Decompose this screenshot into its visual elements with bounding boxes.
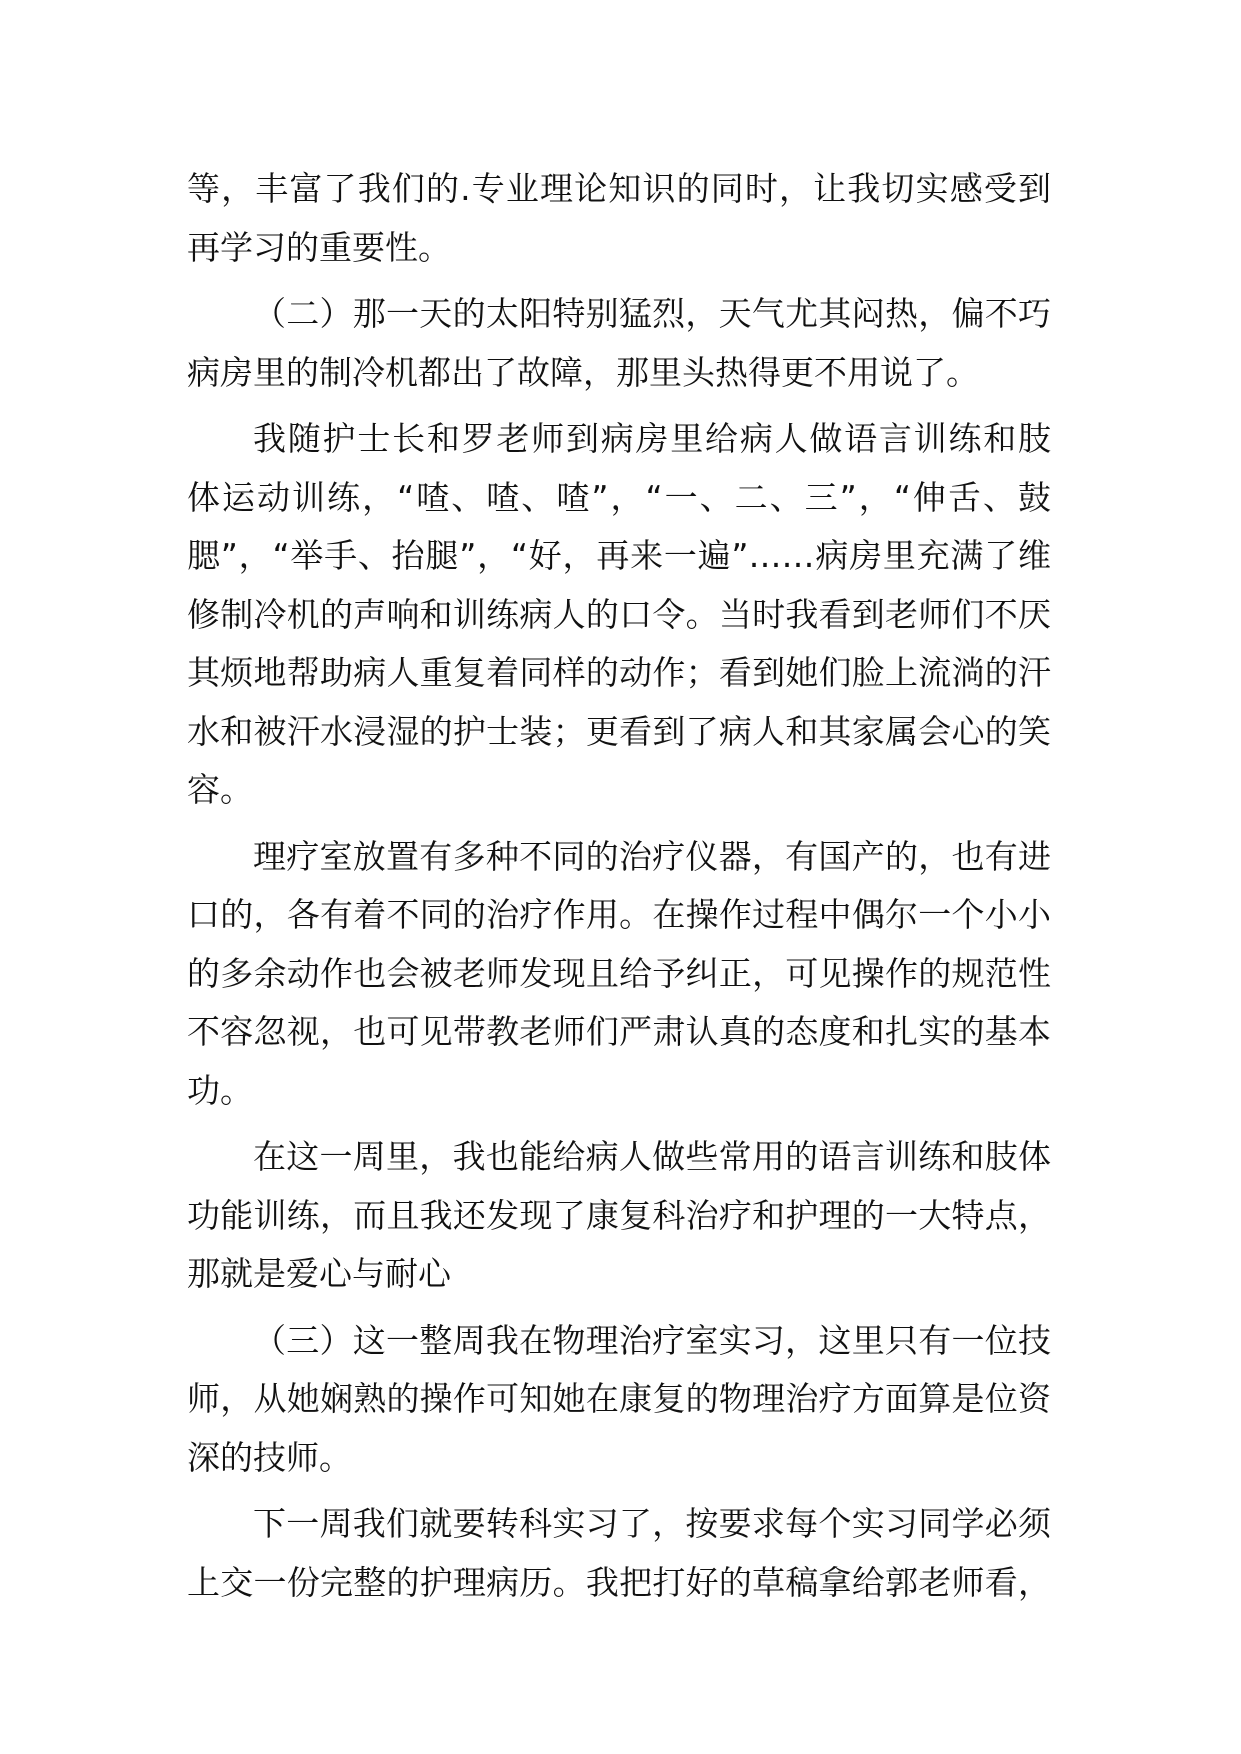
- text-line: 我随护士长和罗老师到病房里给病人做语言训练和肢: [253, 419, 1051, 458]
- text-line: 容。: [187, 770, 253, 809]
- text-line: （三）这一整周我在物理治疗室实习，这里只有一位技: [253, 1320, 1051, 1360]
- text-line: 体运动训练，“喳、喳、喳”，“一、二、三”，“伸舌、鼓: [187, 477, 1051, 517]
- text-line: 腮”，“举手、抬腿”，“好，再来一遍”……病房里充满了维: [187, 536, 1051, 575]
- text-line: 上交一份完整的护理病历。我把打好的草稿拿给郭老师看，: [187, 1562, 1051, 1602]
- text-line: 口的，各有着不同的治疗作用。在操作过程中偶尔一个小小: [187, 895, 1051, 934]
- paragraph: [187, 160, 1051, 277]
- text-line: 水和被汗水浸湿的护士装；更看到了病人和其家属会心的笑: [187, 711, 1051, 751]
- paragraph: [187, 828, 1051, 1121]
- paragraph: [187, 1128, 1051, 1304]
- text-line: 深的技师。: [187, 1437, 352, 1477]
- text-line: 功能训练，而且我还发现了康复科治疗和护理的一大特点，: [187, 1195, 1051, 1235]
- text-line: 功。: [187, 1070, 253, 1110]
- text-line: 那就是爱心与耐心: [187, 1254, 451, 1293]
- text-line: （二）那一天的太阳特别猛烈，天气尤其闷热，偏不巧: [253, 294, 1051, 333]
- text-line: 在这一周里，我也能给病人做些常用的语言训练和肢体: [253, 1137, 1051, 1176]
- text-line: 修制冷机的声响和训练病人的口令。当时我看到老师们不厌: [187, 594, 1051, 634]
- text-line: 等，丰富了我们的.专业理论知识的同时，让我切实感受到: [187, 169, 1051, 208]
- text-line: 不容忽视，也可见带教老师们严肃认真的态度和扎实的基本: [187, 1012, 1051, 1051]
- text-line: 理疗室放置有多种不同的治疗仪器，有国产的，也有进: [253, 836, 1051, 876]
- text-line: 其烦地帮助病人重复着同样的动作；看到她们脸上流淌的汗: [187, 653, 1051, 692]
- text-line: 病房里的制冷机都出了故障，那里头热得更不用说了。: [187, 352, 979, 392]
- text-line: 再学习的重要性。: [187, 227, 451, 267]
- paragraph: [187, 1312, 1051, 1488]
- text-line: 下一周我们就要转科实习了，按要求每个实习同学必须: [253, 1504, 1051, 1543]
- paragraph: [187, 1495, 1051, 1612]
- text-line: 师，从她娴熟的操作可知她在康复的物理治疗方面算是位资: [187, 1379, 1051, 1418]
- paragraph: [187, 285, 1051, 402]
- document-page: [187, 160, 1051, 1612]
- paragraph: [187, 410, 1051, 820]
- text-line: 的多余动作也会被老师发现且给予纠正，可见操作的规范性: [187, 953, 1051, 993]
